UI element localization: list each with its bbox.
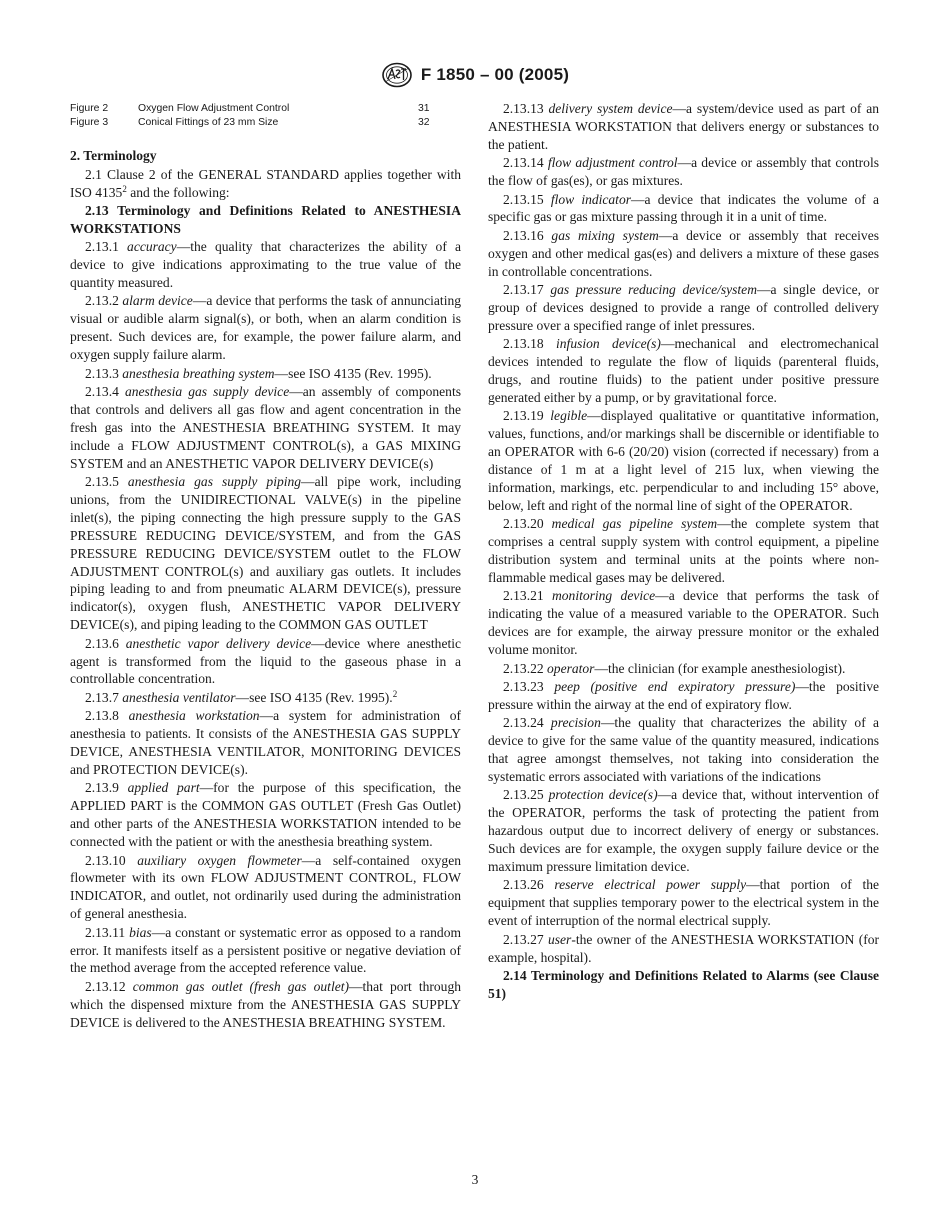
definition: 2.13.4 anesthesia gas supply device—an assembly of components that controls and delivers all gas flow and agent concentration in the fresh gas into the ANESTHESIA BREATHING SYSTEM. It may include a FLOW ADJUSTMENT CONTROL(s), a GAS MIXING SYSTEM and an ANESTHETIC VAPOR DELIVERY DEVICE(s) <box>70 383 461 471</box>
definition: 2.13.8 anesthesia workstation—a system for administration of anesthesia to patients. It consists of the ANESTHESIA GAS SUPPLY DEVICE, ANESTHESIA VENTILATOR, MONITORING DEVICES and PROTECTION DEVICE(s). <box>70 708 462 777</box>
definition: 2.13.21 monitoring device—a device that performs the task of indicating the value of a measured variable to the OPERATOR. Such devices are for example, the airway pressure monitor or the exhaled volume monitor. <box>488 588 879 658</box>
definition: 2.13.2 alarm device—a device that performs the task of annunciating visual or audible alarm signal(s), or both, when an alarm condition is present. Such devices are, for example, the power failure alarm, and oxygen supply failure alarm. <box>70 293 462 363</box>
document-code: F 1850 – 00 (2005) <box>420 65 570 84</box>
definition: 2.13.12 common gas outlet (fresh gas outlet)—that port through which the dispensed mixture from the ANESTHESIA GAS SUPPLY DEVICE is delivered to the ANESTHESIA BREATHING SYSTEM. <box>70 978 461 1030</box>
figure-label: Figure 2 <box>70 103 109 114</box>
definition: 2.13.11 bias—a constant or systematic error as opposed to a random error. It manifests itself as a persistent positive or negative deviation of the method average from the accepted reference value. <box>70 924 462 976</box>
definition: 2.13.17 gas pressure reducing device/system—a single device, or group of devices designed to provide a range of controlled delivery pressure over a specified range of inlet pressures. <box>488 282 879 333</box>
definition: 2.13.10 auxiliary oxygen flowmeter—a self-contained oxygen flowmeter with its own FLOW ADJUSTMENT CONTROL, FLOW INDICATOR, and outlet, not ordinarily used during the administration of general anesthesia. <box>70 852 461 922</box>
figure-title: Oxygen Flow Adjustment Control <box>138 103 290 114</box>
page-number: 3 <box>471 1172 479 1187</box>
figure-page: 32 <box>418 116 430 128</box>
definition: 2.13.6 anesthetic vapor delivery device—device where anesthetic agent is transformed from the liquid to the gaseous phase in a controllable concentration. <box>70 635 461 687</box>
definition: 2.13.19 legible—displayed qualitative or quantitative information, values, functions, and/or markings shall be discernible or identifiable to an OPERATOR with 6-6 (20/20) vision (corrected if necessary) from a distance of 1 m at a light level of 215 lux, when viewing the information, markings, etc. perpendicular to and including 15° above, below, left and right of the normal line of sight of the OPERATOR. <box>488 408 879 513</box>
definition: 2.13.24 precision—the quality that characterizes the ability of a device to give for the same value of the quantity measured, indications that agree amongst themselves, not taking into consideration the systematic errors associated with variations of the indications <box>488 715 879 785</box>
definition: 2.13.23 peep (positive end expiratory pressure)—the positive pressure within the airway at the end of expiratory flow. <box>488 679 879 712</box>
right-column <box>488 100 879 1003</box>
definition: 2.13.13 delivery system device—a system/device used as part of an ANESTHESIA WORKSTATION that delivers energy or substances to the patient. <box>488 101 880 152</box>
definition: 2.13.20 medical gas pipeline system—the complete system that comprises a central supply system with control equipment, a pipeline distribution system and terminal units at the points where non-flammable medical gases may be delivered. <box>488 516 879 586</box>
definition: 2.13.26 reserve electrical power supply—that portion of the equipment that supplies temporary power to the electrical system in the event of interruption of the normal electrical supply. <box>488 877 879 929</box>
subsection-heading: 2.14 Terminology and Definitions Related to Alarms (see Clause 51) <box>488 968 879 1001</box>
definition: 2.13.5 anesthesia gas supply piping—all pipe work, including unions, from the UNIDIRECTIONAL VALVE(s) in the pipeline inlet(s), the piping connecting the high pressure supply to the GAS PRESSURE REDUCING DEVICE/SYSTEM, and from the GAS PRESSURE REDUCING DEVICE/SYSTEM outlet to the FLOW ADJUSTMENT CONTROL(s) and auxiliary gas outlets. It includes piping leading to and from pneumatic ALARM DEVICE(s), pressure indicator(s), oxygen flush, ANESTHETIC VAPOR DELIVERY DEVICE(s), and piping leading to the COMMON GAS OUTLET <box>70 474 461 633</box>
definition: 2.13.15 flow indicator—a device that indicates the volume of a specific gas or gas mixture passing through it in a unit of time. <box>488 191 879 225</box>
definition: 2.13.1 accuracy—the quality that characterizes the ability of a device to give indications approximating to the true value of the quantity measured. <box>70 239 462 291</box>
figure-list <box>70 102 461 129</box>
page-header <box>0 62 950 88</box>
definition: 2.13.3 anesthesia breathing system—see ISO 4135 (Rev. 1995). <box>85 365 432 381</box>
definition: 2.13.27 user-the owner of the ANESTHESIA WORKSTATION (for example, hospital). <box>488 931 880 965</box>
figure-title: Conical Fittings of 23 mm Size <box>138 116 279 128</box>
intro-paragraph: 2.1 Clause 2 of the GENERAL STANDARD applies together with ISO 4135$^2$ and the following: <box>70 166 461 200</box>
definition: 2.13.9 applied part—for the purpose of this specification, the APPLIED PART is the COMMON GAS OUTLET (Fresh Gas Outlet) and other parts of the ANESTHESIA WORKSTATION intended to be connected with the patient or with the anesthesia breathing system. <box>70 780 461 850</box>
subsection-heading: 2.13 Terminology and Definitions Related to ANESTHESIA WORKSTATIONS <box>70 202 461 236</box>
astm-logo-icon <box>381 62 413 88</box>
definition: 2.13.7 anesthesia ventilator—see ISO 4135 (Rev. 1995).$^2$ <box>85 688 398 705</box>
figure-label: Figure 3 <box>70 116 109 128</box>
definition: 2.13.18 infusion device(s)—mechanical and electromechanical devices intended to regulate the flow of liquids (parenteral fluids, drugs, and routine fluids) to the patient under positive pressure generated either by a pump, or by gravitational force. <box>488 336 879 405</box>
figure-list-item <box>70 116 461 130</box>
figure-list-item <box>70 102 461 116</box>
figure-page: 31 <box>418 103 430 114</box>
definition: 2.13.22 operator—the clinician (for example anesthesiologist). <box>503 660 846 676</box>
section-title: 2. Terminology <box>70 148 157 164</box>
definition: 2.13.25 protection device(s)—a device that, without intervention of the OPERATOR, performs the task of protecting the patient from hazardous output due to incorrect delivery of energy or substances. Such devices are for example, the oxygen supply failure device or the maximum pressure limitation device. <box>488 787 879 875</box>
definition: 2.13.16 gas mixing system—a device or assembly that receives oxygen and other medical gas(es) and delivers a mixture of these gases in controllable concentrations. <box>488 227 879 279</box>
definition: 2.13.14 flow adjustment control—a device or assembly that controls the flow of gas(es), or gas mixtures. <box>488 155 879 189</box>
left-column <box>70 100 461 1032</box>
